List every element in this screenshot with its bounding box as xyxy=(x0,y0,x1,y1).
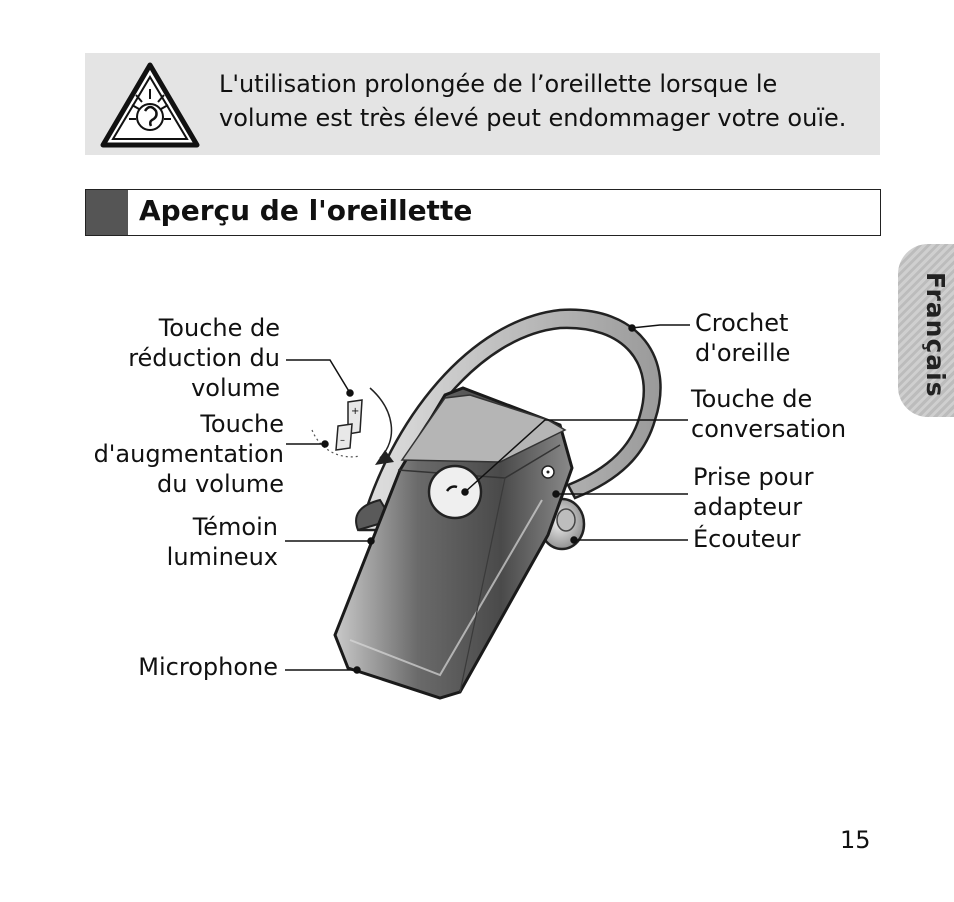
volume-keys xyxy=(336,400,362,450)
label-volume-down: Touche de réduction du volume xyxy=(128,314,280,402)
svg-text:–: – xyxy=(340,435,345,446)
talk-button xyxy=(429,466,481,518)
label-earpiece: Écouteur xyxy=(693,525,801,553)
label-talk-key: Touche de conversation xyxy=(691,385,847,443)
warning-text: L'utilisation prolongée de l’oreillette lorsque le volume est très élevé peut endommager votre ouïe. xyxy=(219,70,847,132)
label-adapter-jack: Prise pour adapteur xyxy=(693,463,814,521)
label-indicator: Témoin lumineux xyxy=(166,513,278,571)
label-microphone: Microphone xyxy=(138,653,278,681)
section-title: Aperçu de l'oreillette xyxy=(139,194,473,227)
language-tab-label: Français xyxy=(921,272,950,398)
label-volume-up: Touche d'augmentation du volume xyxy=(93,410,284,498)
label-ear-hook: Crochet d'oreille xyxy=(695,309,791,367)
page-number: 15 xyxy=(840,826,871,854)
svg-text:+: + xyxy=(351,406,360,417)
